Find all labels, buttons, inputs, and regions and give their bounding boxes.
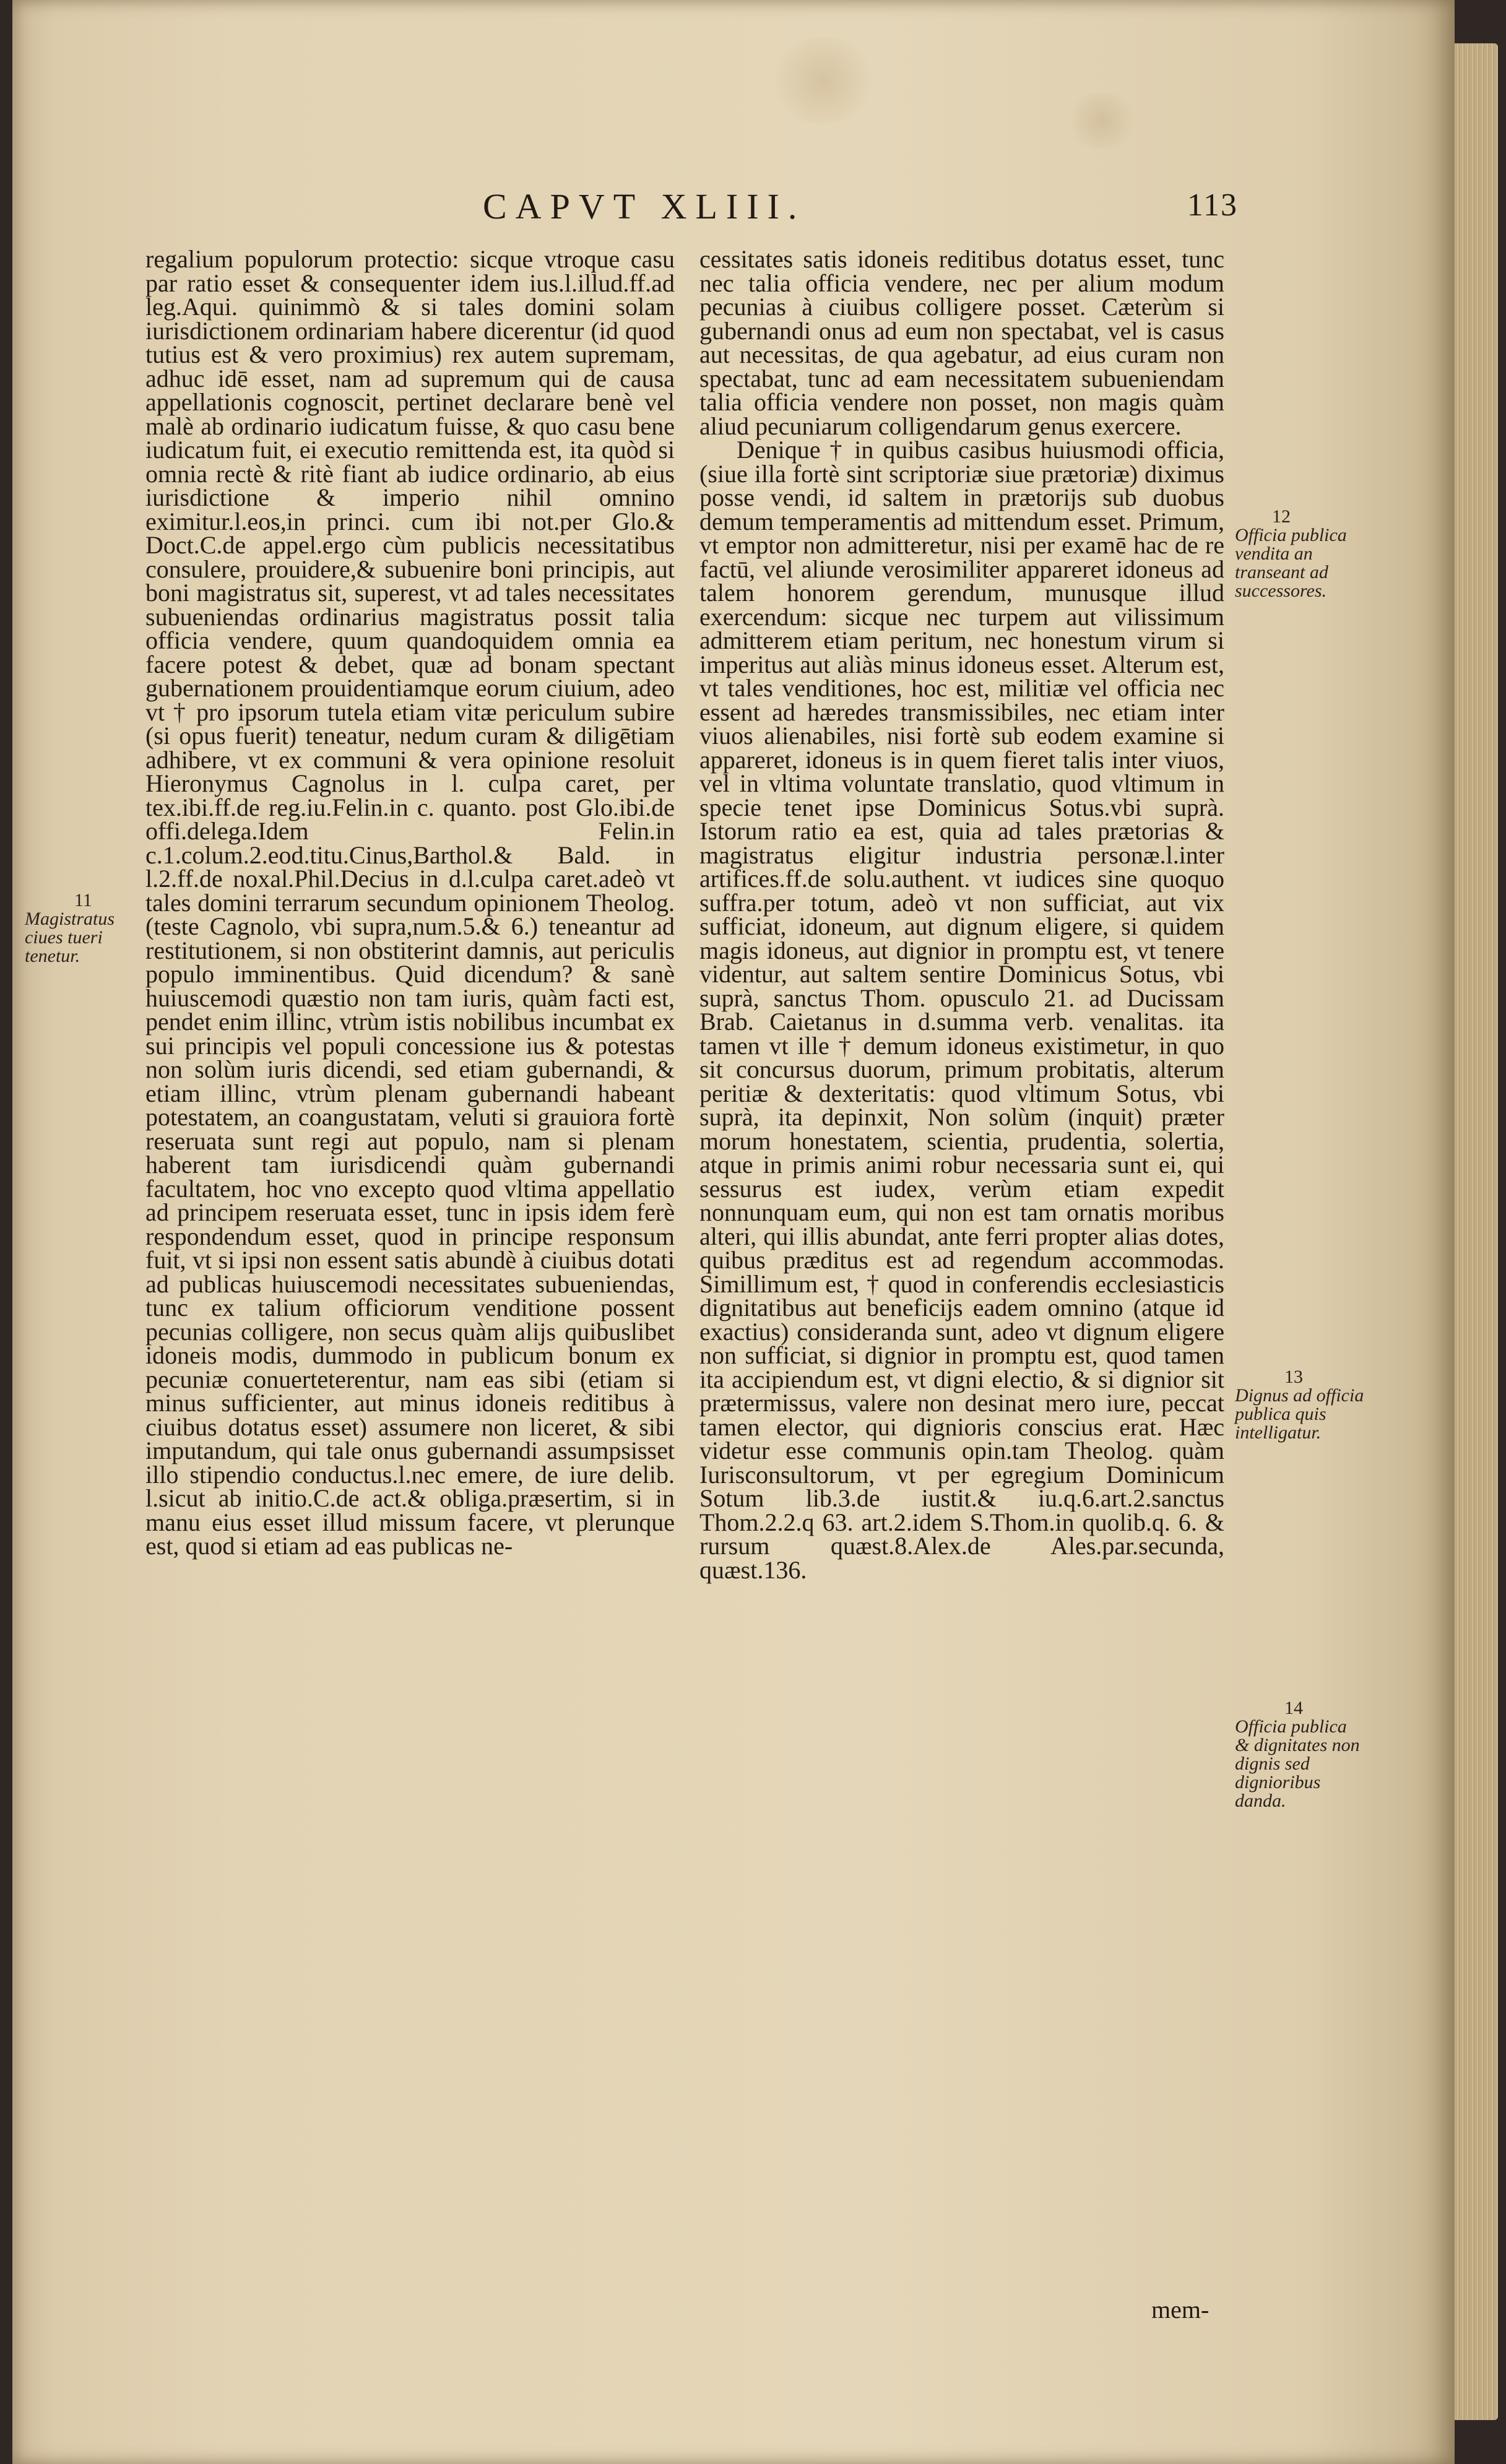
margin-note-number: 12: [1272, 506, 1291, 527]
margin-note: [1235, 1699, 1365, 1810]
folio-number: 113: [1187, 188, 1238, 223]
margin-note: [1235, 1368, 1365, 1442]
paragraph: Denique † in quibus casibus huiusmodi officia, (siue illa fortè sint scriptoriæ siue prætoriæ) diximus posse vendi, id saltem in prætorijs sub duobus demum temperamentis ad mittendum esset. Primum, vt emptor non admitteretur, nisi per examē hac de re factū, vel aliunde verosimiliter appareret idoneus ad talem honorem gerendum, munusque illud exercendum: sicque nec turpem aut vilissimum admitterem etiam peritum, nec honestum virum si imperitus aut aliàs minus idoneus esset. Alterum est, vt tales venditiones, hoc est, militiæ vel officia nec essent ad hæredes transmissibiles, nec etiam inter viuos alienabiles, nisi fortè sub eodem examine si appareret, idoneus is in quem fieret talis inter viuos, vel in vltima voluntate translatio, quod vltimum in specie tenet ipse Dominicus Sotus.vbi suprà. Istorum ratio ea est, quia ad tales prætorias & magistratus eligitur industria personæ.l.inter artifices.ff.de solu.authent. vt iudices sine quoquo suffra.per totum, adeò vt non sufficiat, aut vix sufficiat, idoneum, aut dignum eligere, si quidem magis idoneus, aut dignior in promptu est, vt tenere videntur, aut saltem sentire Dominicus Sotus, vbi suprà, sanctus Thom. opusculo 21. ad Ducissam Brab. Caietanus in d.summa verb. venalitas. ita tamen vt ille † demum idoneus existimetur, in quo sit concursus duorum, primum probitatis, alterum peritiæ & dexteritatis: quod vltimum Sotus, vbi suprà, ita depinxit, Non solùm (inquit) præter morum honestatem, scientia, prudentia, solertia, atque in primis animi robur necessaria sunt ei, qui sessurus est iudex, verùm etiam expedit nonnunquam eum, qui non est tam ornatis moribus alteri, qui illis abundat, ante ferri propter alias dotes, quibus præditus est ad regendum accommodas. Simillimum est, † quod in conferendis ecclesiasticis dignitatibus aut beneficijs eadem omnino (atque id exactius) consideranda sunt, adeo vt dignum eligere non sufficiat, si dignior in promptu est, quod tamen ita accipiendum est, vt digni electio, & si dignior sit prætermissus, valere non desinat mero iure, peccat tamen elector, qui dignioris conscius erat. Hæc videtur esse communis opin.tam Theolog. quàm Iurisconsultorum, vt per egregium Dominicum Sotum lib.3.de iustit.& iu.q.6.art.2.sanctus Thom.2.2.q 63. art.2.idem S.Thom.in quolib.q. 6. & rursum quæst.8.Alex.de Ales.par.secunda, quæst.136.: [699, 436, 1224, 1584]
running-header: [433, 186, 1238, 235]
margin-note: [1235, 508, 1365, 600]
catchword: mem-: [1151, 2296, 1210, 2324]
margin-note: [25, 891, 142, 966]
page-stain: [1065, 93, 1139, 149]
chapter-title: CAPVT XLIII.: [483, 186, 806, 227]
page-edges: [1455, 43, 1498, 2420]
margin-note-text: Magistratus ciues tueri tenetur.: [25, 909, 115, 966]
margin-note-text: Officia publica & dignitates non dignis sed dignioribus danda.: [1235, 1716, 1360, 1811]
margin-note-number: 13: [1284, 1367, 1303, 1387]
left-column: [145, 245, 675, 1560]
paragraph: regalium populorum protectio: sicque vtroque casu par ratio esset & consequenter idem ius.l.illud.ff.ad leg.Aqui. quinimmò & si tales domini solam iurisdictionem ordinariam habere dicerentur (id quod tutius est & vero proximius) rex autem supremam, adhuc idē esset, nam ad supremum qui de causa appellationis cognoscit, pertinet declarare benè vel malè ab ordinario iudicatum fuisse, & quo casu bene iudicatum fuit, ei executio remittenda est, ita quòd si omnia rectè & ritè fiant ab iudice ordinario, ab eius iurisdictione & imperio nihil omnino eximitur.l.eos,in princi. cum ibi not.per Glo.& Doct.C.de appel.ergo cùm publicis necessitatibus consulere, prouidere,& subuenire boni principis, aut boni magistratus sit, superest, vt ad tales necessitates subueniendas ordinarius magistratus possit talia officia vendere, quum quandoquidem omnia ea facere potest & debet, quæ ad bonam spectant gubernationem prouidentiamque eorum ciuium, adeo vt † pro ipsorum tutela etiam vitæ periculum subire (si opus fuerit) teneatur, nedum curam & diligētiam adhibere, vt ex communi & vera opinione resoluit Hieronymus Cagnolus in l. culpa caret, per tex.ibi.ff.de reg.iu.Felin.in c. quanto. post Glo.ibi.de offi.delega.Idem Felin.in c.1.colum.2.eod.titu.Cinus,Barthol.& Bald. in l.2.ff.de noxal.Phil.Decius in d.l.culpa caret.adeò vt tales domini terrarum secundum opinionem Theolog.(teste Cagnolo, vbi supra,num.5.& 6.) teneantur ad restitutionem, si non obstiterint damnis, aut periculis populo imminentibus. Quid dicendum? & sanè huiuscemodi quæstio non tam iuris, quàm facti est, pendet enim illinc, vtrùm istis nobilibus incumbat ex sui principis vel populi concessione ius & potestas non solùm iuris dicendi, sed etiam gubernandi, & etiam illinc, vtrùm plenam gubernandi habeant potestatem, an coangustatam, veluti si grauiora fortè reseruata sunt regi aut populo, nam si plenam haberent tam iurisdicendi quàm gubernandi facultatem, hoc vno excepto quod vltima appellatio ad principem reseruata esset, tunc in ipsis idem ferè respondendum esset, quod in principe responsum fuit, vt si ipsi non essent satis abundè à ciuibus dotati ad publicas huiuscemodi necessitates subueniendas, tunc ex talium officiorum venditione possent pecunias colligere, non secus quàm alijs quibuslibet idoneis modis, dummodo in publicum bonum ex pecuniæ conuerteterentur, nam eas sibi (etiam si minus sufficienter, aut minus idoneis reditibus à ciuibus dotatus esset) assumere non liceret, & sibi imputandum, qui tale onus gubernandi assumpsisset illo stipendio conductus.l.nec emere, de iure delib. l.sicut ab initio.C.de act.& obliga.præsertim, si in manu eius esset illud missum facere, vt plerunque est, quod si etiam ad eas publicas ne-: [145, 245, 675, 1560]
margin-note-number: 11: [74, 890, 92, 910]
margin-note-text: Dignus ad officia publica quis intelligatur.: [1235, 1385, 1364, 1443]
paragraph: cessitates satis idoneis reditibus dotatus esset, tunc nec talia officia vendere, nec per alium modum pecunias à ciuibus colligere posset. Cæterùm si gubernandi onus ad eum non spectabat, vel is casus aut necessitas, de qua agebatur, ad eius curam non spectabat, tunc ad eam necessitatem subueniendam talia officia vendere non posset, non magis quàm aliud pecuniarum colligendarum genus exercere.: [699, 245, 1224, 440]
margin-note-number: 14: [1284, 1698, 1303, 1718]
margin-note-text: Officia publica vendita an transeant ad successores.: [1235, 525, 1347, 601]
page-stain: [768, 37, 879, 124]
right-column: [699, 245, 1224, 1584]
